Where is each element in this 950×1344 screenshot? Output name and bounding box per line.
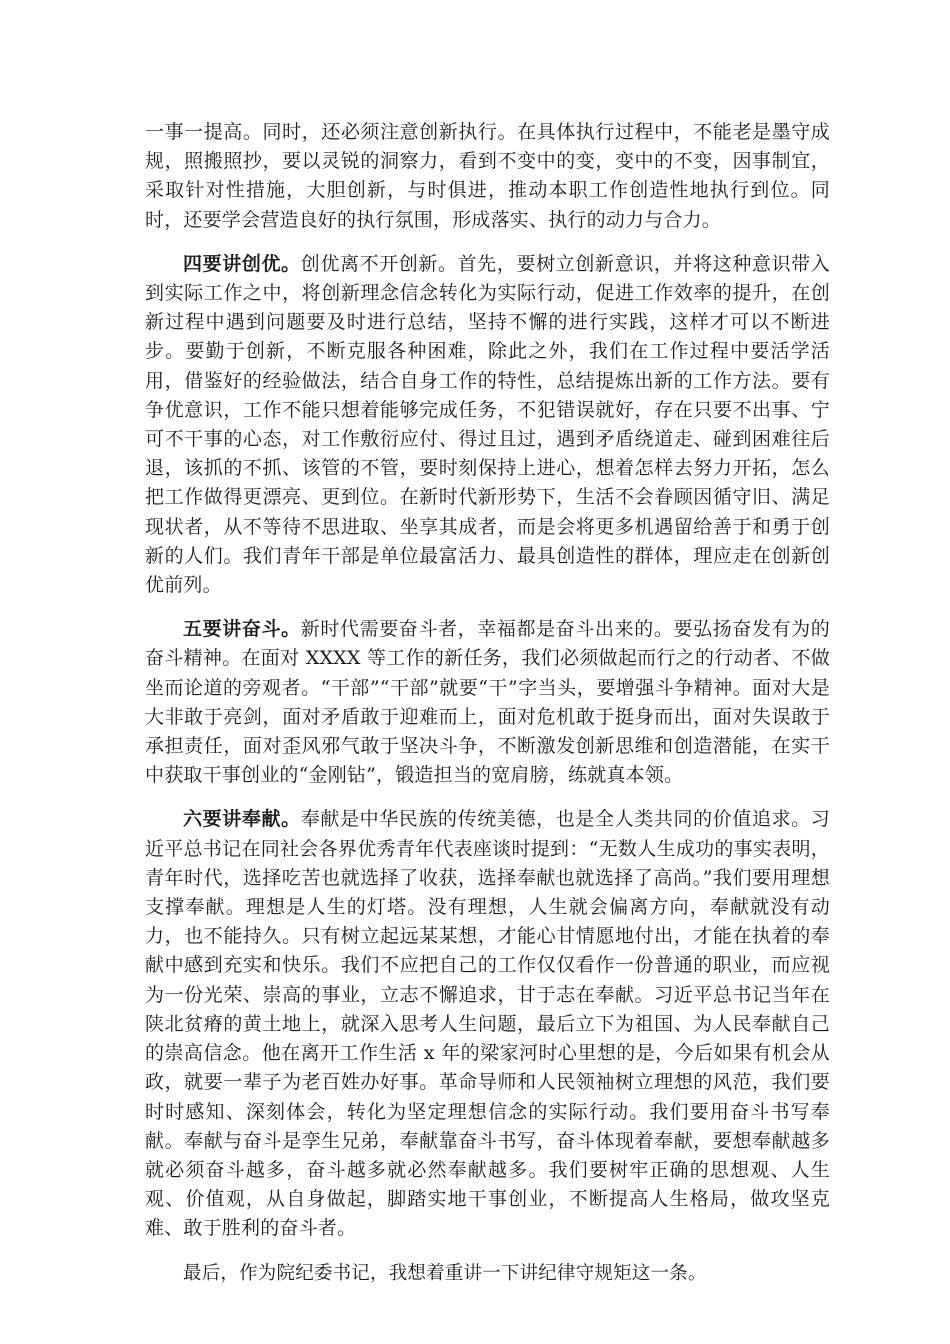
section-4-body: 创优离不开创新。首先，要树立创新意识，并将这种意识带入到实际工作之中，将创新理念信念转化为实际行动，促进工作效率的提升，在创新过程中遇到问题要及时进行总结，坚持不懈的进行实践，这样才可以不断进步。要勤于创新，不断克服各种困难，除此之外，我们在工作过程中要活学活用，借鉴好的经验做法，结合自身工作的特性，总结提炼出新的工作方法。要有争优意识，工作不能只想着能够完成任务，不犯错误就好，存在只要不出事、宁可不干事的心态，对工作敷衍应付、得过且过，遇到矛盾绕道走、碰到困难往后退，该抓的不抓、该管的不管，要时刻保持上进心，想着怎样去努力开拓，怎么把工作做得更漂亮、更到位。在新时代新形势下，生活不会眷顾因循守旧、满足现状者，从不等待不思进取、坐享其成者，而是会将更多机遇留给善于和勇于创新的人们。我们青年干部是单位最富活力、最具创造性的群体，理应走在创新创优前列。 bbox=[145, 252, 831, 597]
paragraph-intro-text: 一事一提高。同时，还必须注意创新执行。在具体执行过程中，不能老是墨守成规，照搬照抄，要以灵锐的洞察力，看到不变中的变，变中的不变，因事制宜，采取针对性措施，大胆创新，与时俱进，推动本职工作创造性地执行到位。同时，还要学会营造良好的执行氛围，形成落实、执行的动力与合力。 bbox=[145, 121, 830, 231]
paragraph-section-6 bbox=[145, 805, 830, 1243]
section-5-body: 新时代需要奋斗者，幸福都是奋斗出来的。要弘扬奋发有为的奋斗精神。在面对 XXXX 等工作的新任务，我们必须做起而行之的行动者、不做坐而论道的旁观者。“干部”“干部”就要“干”字当头，要增强斗争精神。面对大是大非敢于亮剑，面对矛盾敢于迎难而上，面对危机敢于挺身而出，面对失误敢于承担责任，面对歪风邪气敢于坚决斗争，不断激发创新思维和创造潜能，在实干中获取干事创业的“金刚钻”，锻造担当的宽肩膀，练就真本领。 bbox=[145, 618, 831, 787]
paragraph-intro bbox=[145, 118, 830, 235]
section-6-body: 奉献是中华民族的传统美德，也是全人类共同的价值追求。习近平总书记在同社会各界优秀青年代表座谈时提到：“无数人生成功的事实表明，青年时代，选择吃苦也就选择了收获，选择奉献也就选择了高尚。”我们要用理想支撑奉献。理想是人生的灯塔。没有理想，人生就会偏离方向，奉献就没有动力，也不能持久。只有树立起远某某想，才能心甘情愿地付出，才能在执着的奉献中感到充实和快乐。我们不应把自己的工作仅仅看作一份普通的职业，而应视为一份光荣、崇高的事业，立志不懈追求，甘于志在奉献。习近平总书记当年在陕北贫瘠的黄土地上，就深入思考人生问题，最后立下为祖国、为人民奉献自己的崇高信念。他在离开工作生活 x 年的梁家河时心里想的是，今后如果有机会从政，就要一辈子为老百姓办好事。革命导师和人民领袖树立理想的风范，我们要时时感知、深刻体会，转化为坚定理想信念的实际行动。我们要用奋斗书写奉献。奉献与奋斗是孪生兄弟，奉献靠奋斗书写，奋斗体现着奉献，要想奉献越多就必须奋斗越多，奋斗越多就必然奉献越多。我们要树牢正确的思想观、人生观、价值观，从自身做起，脚踏实地干事创业，不断提高人生格局，做攻坚克难、敢于胜利的奋斗者。 bbox=[145, 808, 831, 1240]
paragraph-closing bbox=[145, 1259, 830, 1288]
document-page bbox=[145, 118, 830, 1303]
section-6-heading: 六要讲奉献。 bbox=[183, 808, 301, 831]
closing-text: 最后，作为院纪委书记，我想着重讲一下讲纪律守规矩这一条。 bbox=[183, 1262, 707, 1284]
section-5-heading: 五要讲奋斗。 bbox=[183, 618, 301, 641]
paragraph-section-5 bbox=[145, 615, 830, 790]
section-4-heading: 四要讲创优。 bbox=[183, 252, 301, 275]
paragraph-section-4 bbox=[145, 250, 830, 600]
